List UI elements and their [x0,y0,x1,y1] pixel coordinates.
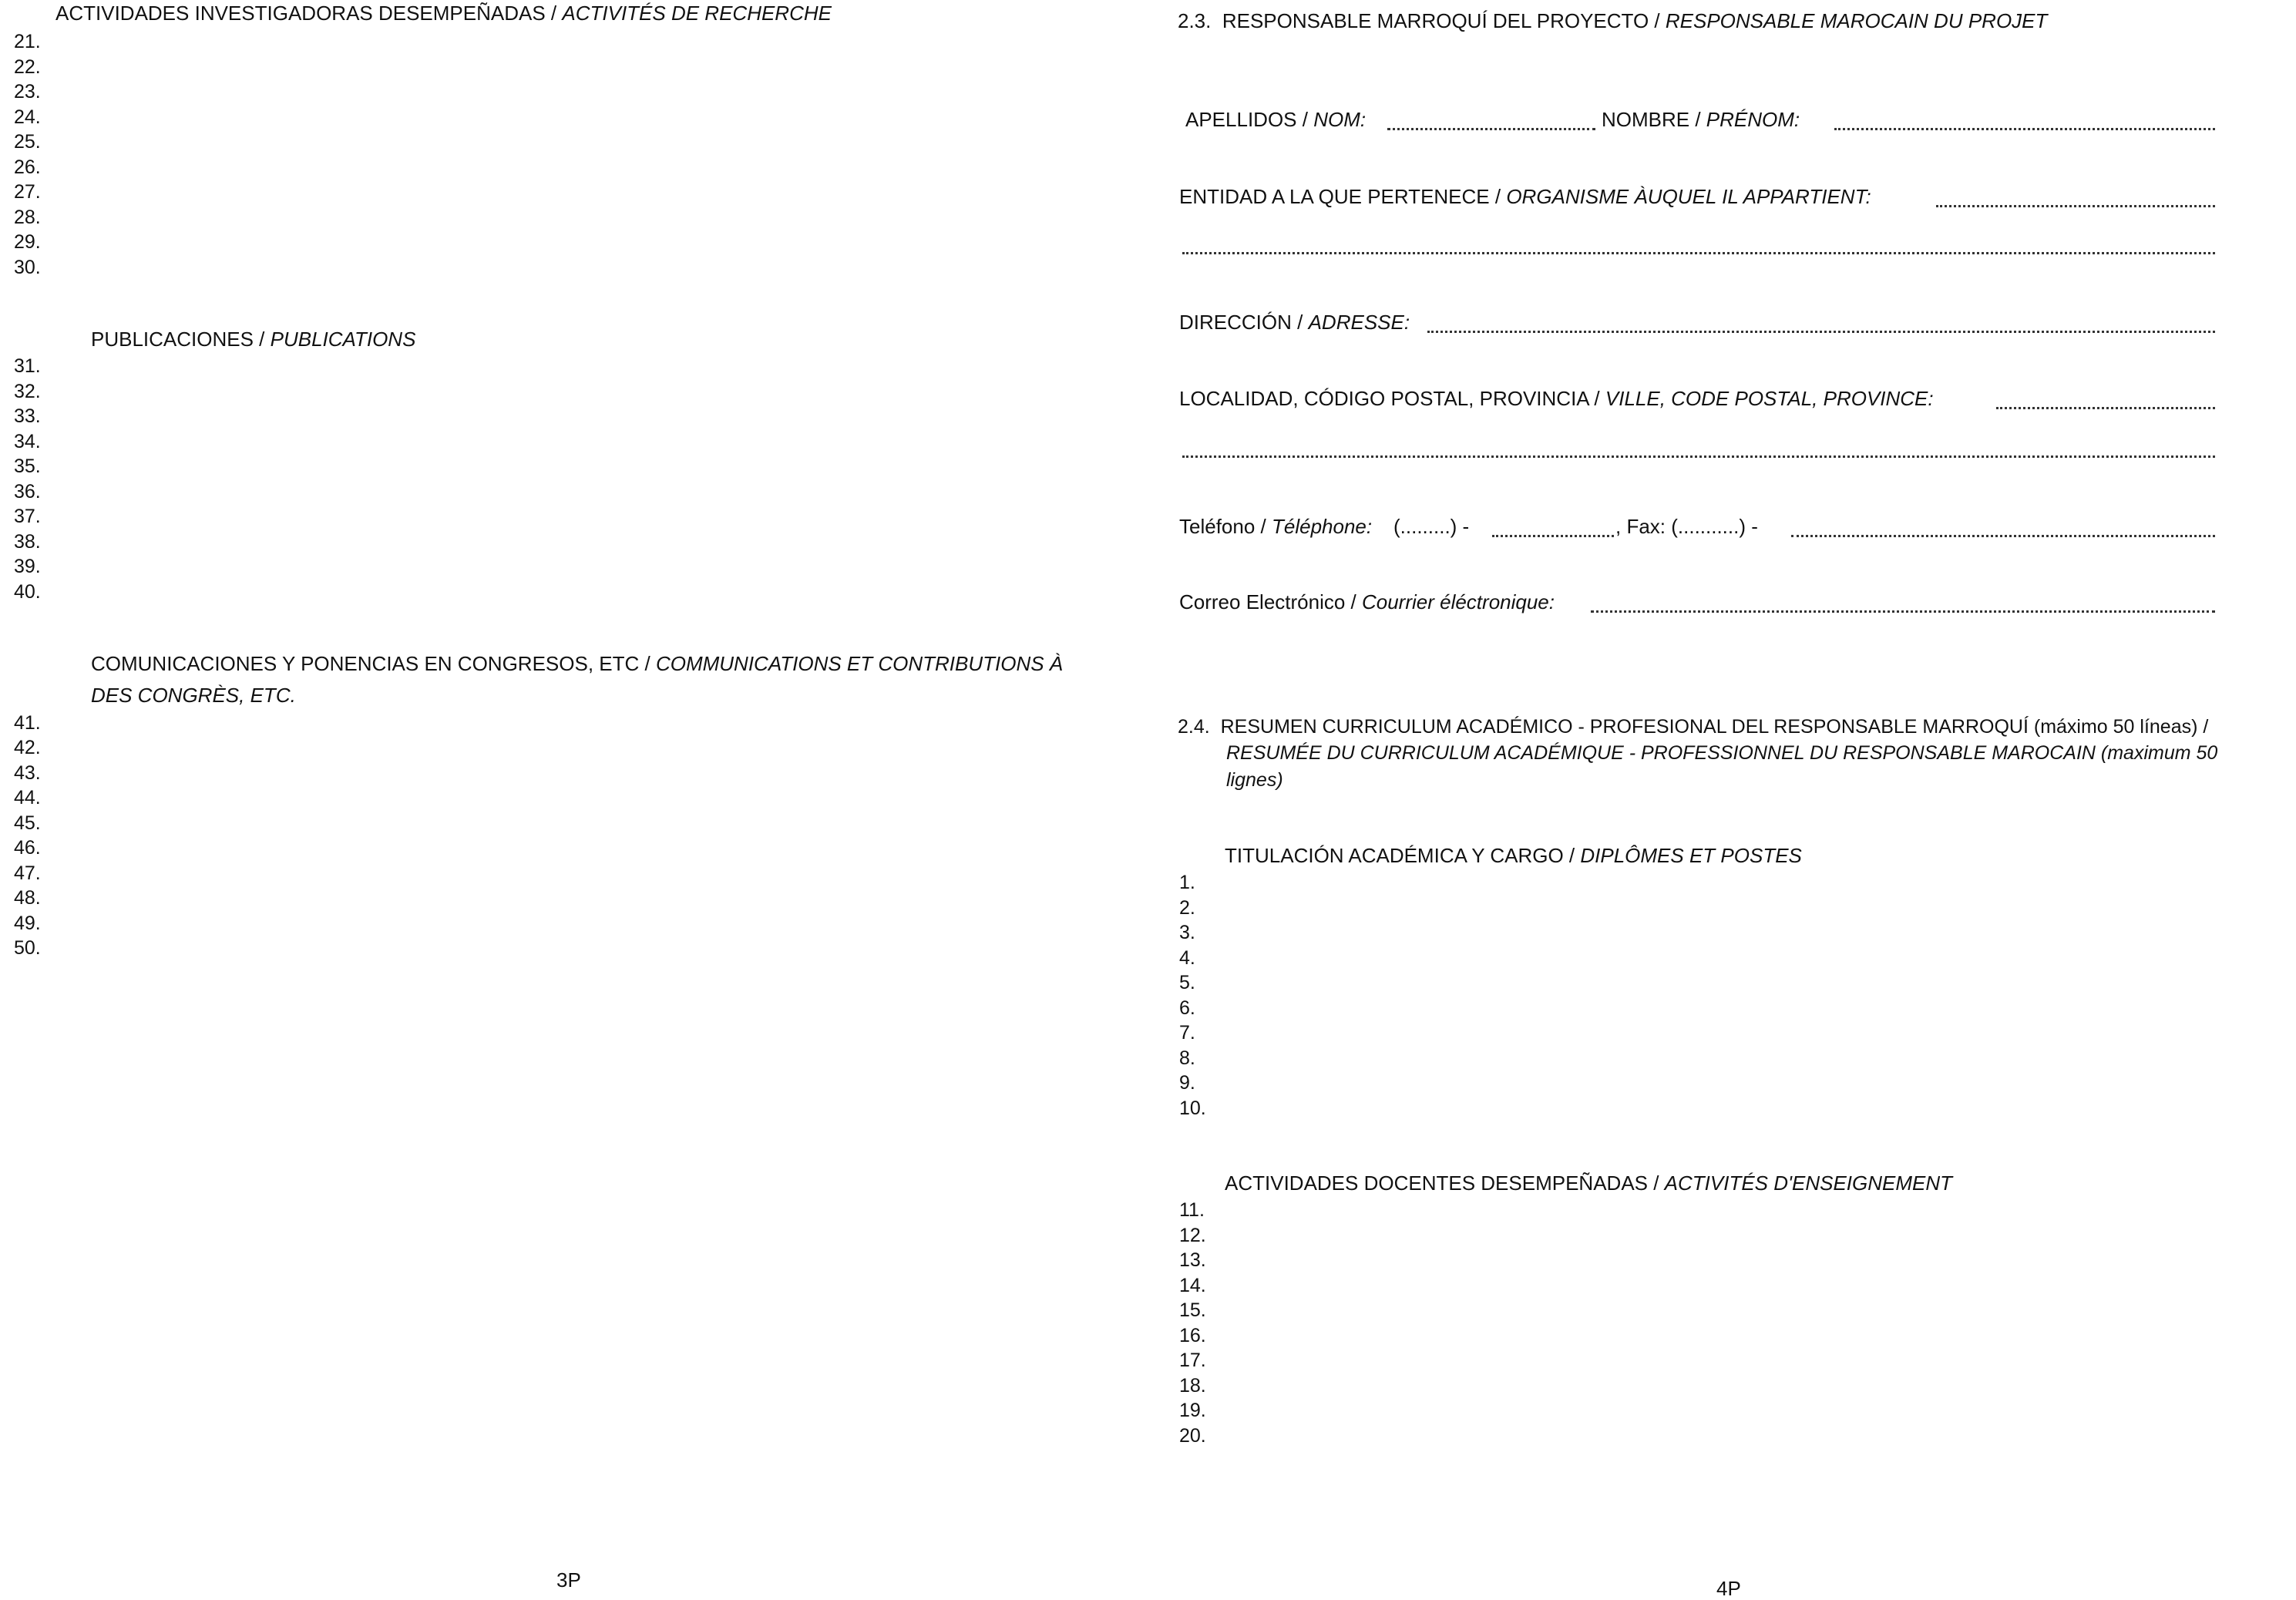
list-number: 50. [14,937,41,959]
research-activities-heading [55,3,832,23]
telefono-field[interactable] [1492,535,1614,537]
section-number: 2.3. [1178,9,1212,32]
list-number: 44. [14,787,41,808]
list-number: 36. [14,481,41,503]
nombre-label: NOMBRE / PRÉNOM: [1602,108,1800,131]
list-number: 28. [14,207,41,228]
list-number: 15. [1179,1299,1206,1321]
list-number: 30. [14,257,41,278]
direccion-field[interactable] [1427,331,2215,333]
list-number: 7. [1179,1022,1195,1044]
list-number: 2. [1179,897,1195,919]
list-number: 13. [1179,1249,1206,1271]
page-number: 3P [556,1568,581,1592]
list-number: 23. [14,81,41,103]
heading-es: ACTIVIDADES DOCENTES DESEMPEÑADAS / [1225,1171,1665,1195]
entidad-field-continued[interactable] [1182,252,2215,254]
communications-heading [91,654,1063,674]
list-number: 26. [14,156,41,178]
section-2-4-heading-fr: RESUMÉE DU CURRICULUM ACADÉMIQUE - PROFESSIONNEL DU RESPONSABLE MAROCAIN (maximum 50 [1226,742,2218,764]
page-number: 4P [1716,1577,1741,1600]
section-2-4-heading-fr-cont: lignes) [1226,769,1283,791]
section-2-3-heading [1178,11,2047,31]
list-number: 1. [1179,872,1195,893]
list-number: 20. [1179,1425,1206,1447]
list-number: 45. [14,812,41,834]
list-number: 3. [1179,922,1195,943]
list-number: 21. [14,31,41,52]
heading-es: ACTIVIDADES INVESTIGADORAS DESEMPEÑADAS / [55,2,563,25]
list-number: 10. [1179,1097,1206,1119]
list-number: 43. [14,762,41,784]
heading-fr: RESPONSABLE MAROCAIN DU PROJET [1665,9,2048,32]
apellidos-label: APELLIDOS / NOM: [1185,108,1367,131]
list-number: 9. [1179,1072,1195,1094]
correo-label: Correo Electrónico / Courrier éléctronique: [1179,590,1555,613]
list-number: 18. [1179,1375,1206,1397]
list-number: 48. [14,887,41,909]
heading-es: RESPONSABLE MARROQUÍ DEL PROYECTO / [1222,9,1666,32]
fax-field[interactable] [1791,535,2215,537]
section-2-4-heading [1178,718,2208,737]
list-number: 40. [14,581,41,603]
list-number: 34. [14,431,41,452]
list-number: 17. [1179,1350,1206,1371]
apellidos-field[interactable] [1387,128,1595,130]
list-number: 5. [1179,972,1195,993]
list-number: 35. [14,455,41,477]
heading-fr: COMMUNICATIONS ET CONTRIBUTIONS À [655,652,1064,675]
list-number: 11. [1179,1199,1205,1221]
list-number: 19. [1179,1400,1206,1421]
list-number: 33. [14,405,41,427]
entidad-field[interactable] [1936,205,2215,207]
heading-es: RESUMEN CURRICULUM ACADÉMICO - PROFESIONAL DEL RESPONSABLE MARROQUÍ (máximo 50 líneas) / [1220,716,2209,738]
telefono-label: Teléfono / Téléphone: [1179,515,1373,538]
list-number: 6. [1179,997,1195,1019]
list-number: 49. [14,913,41,934]
list-number: 47. [14,862,41,884]
list-number: 31. [14,355,41,377]
list-number: 29. [14,231,41,253]
communications-heading-cont: DES CONGRÈS, ETC. [91,684,296,707]
list-number: 42. [14,737,41,758]
list-number: 32. [14,381,41,402]
heading-fr: PUBLICATIONS [270,328,416,351]
list-number: 8. [1179,1047,1195,1069]
heading-fr: ACTIVITÉS D'ENSEIGNEMENT [1664,1171,1953,1195]
list-number: 39. [14,556,41,577]
correo-field[interactable] [1591,610,2215,613]
list-number: 38. [14,531,41,553]
publications-heading [91,329,415,349]
docentes-heading [1225,1173,1952,1193]
localidad-label: LOCALIDAD, CÓDIGO POSTAL, PROVINCIA / VILLE, CODE POSTAL, PROVINCE: [1179,387,1934,410]
fax-label: , Fax: (...........) - [1615,515,1758,538]
titulacion-heading [1225,845,1802,866]
localidad-field[interactable] [1996,407,2215,409]
heading-es: TITULACIÓN ACADÉMICA Y CARGO / [1225,844,1581,867]
list-number: 4. [1179,947,1195,969]
list-number: 24. [14,106,41,128]
list-number: 12. [1179,1225,1206,1246]
list-number: 46. [14,837,41,859]
list-number: 41. [14,712,41,734]
list-number: 16. [1179,1325,1206,1346]
heading-es: PUBLICACIONES / [91,328,271,351]
section-number: 2.4. [1178,716,1210,738]
list-number: 37. [14,506,41,527]
telefono-prefix[interactable]: (.........) - [1393,515,1470,538]
heading-es: COMUNICACIONES Y PONENCIAS EN CONGRESOS, ETC / [91,652,656,675]
heading-fr: ACTIVITÉS DE RECHERCHE [562,2,832,25]
heading-fr: DIPLÔMES ET POSTES [1580,844,1802,867]
list-number: 14. [1179,1275,1206,1296]
list-number: 25. [14,131,41,153]
direccion-label: DIRECCIÓN / ADRESSE: [1179,311,1410,334]
nombre-field[interactable] [1834,128,2215,130]
list-number: 27. [14,181,41,203]
localidad-field-continued[interactable] [1182,455,2215,458]
entidad-label: ENTIDAD A LA QUE PERTENECE / ORGANISME ÀUQUEL IL APPARTIENT: [1179,185,1871,208]
list-number: 22. [14,56,41,78]
